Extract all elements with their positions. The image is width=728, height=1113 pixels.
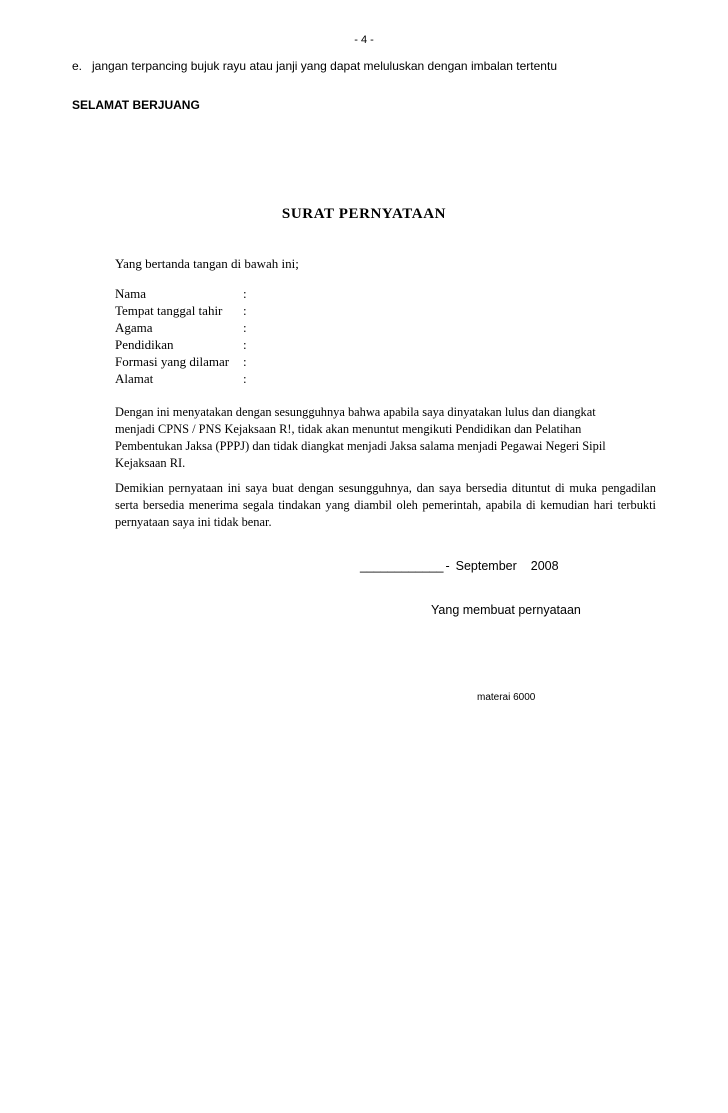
field-row-agama	[115, 319, 253, 336]
statement-line: Pembentukan Jaksa (PPPJ) dan tidak diangkat menjadi Jaksa salama menjadi Pegawai Negeri Sipil	[115, 439, 606, 453]
date-month: September	[455, 559, 517, 573]
statement-line: menjadi CPNS / PNS Kejaksaan R!, tidak akan menuntut mengikuti Pendidikan dan Pelatihan	[115, 422, 582, 436]
intro-text: Yang bertanda tangan di bawah ini;	[115, 256, 299, 271]
field-label: Pendidikan	[115, 337, 174, 352]
list-item-text: jangan terpancing bujuk rayu atau janji yang dapat meluluskan dengan imbalan tertentu	[92, 59, 557, 73]
field-label: Agama	[115, 320, 153, 335]
field-label: Alamat	[115, 371, 154, 386]
page-number: - 4 -	[354, 34, 374, 46]
field-row-formasi	[115, 353, 253, 370]
signer-label: Yang membuat pernyataan	[431, 603, 581, 617]
field-label: Formasi yang dilamar	[115, 354, 230, 369]
field-colon: :	[243, 286, 247, 301]
date-line	[360, 559, 559, 573]
list-item	[72, 59, 557, 73]
statement-line: Kejaksaan RI.	[115, 456, 186, 470]
field-colon: :	[243, 320, 247, 335]
field-row-nama	[115, 285, 253, 302]
closing-heading: SELAMAT BERJUANG	[72, 98, 200, 112]
stamp-label: materai 6000	[477, 692, 536, 703]
declaration-paragraph: Demikian pernyataan ini saya buat dengan sesungguhnya, dan saya bersedia dituntut di muka pengadilan serta bersedia menerima segala tindakan yang diambil oleh pemerintah, apabila di kemudian hari terbukti pernyataan saya ini tidak benar.	[115, 481, 656, 529]
statement-paragraph	[115, 404, 656, 472]
field-row-tempat-tanggal	[115, 302, 253, 319]
statement-line: Dengan ini menyatakan dengan sesungguhnya bahwa apabila saya dinyatakan lulus dan diangkat	[115, 405, 596, 419]
field-row-alamat	[115, 370, 253, 387]
date-year: 2008	[530, 559, 559, 573]
identity-fields	[115, 285, 253, 387]
field-label: Tempat tanggal tahir	[115, 303, 223, 318]
field-row-pendidikan	[115, 336, 253, 353]
document-title: SURAT PERNYATAAN	[281, 206, 447, 222]
field-colon: :	[243, 371, 247, 386]
field-label: Nama	[115, 286, 147, 301]
field-colon: :	[243, 354, 247, 369]
date-blank: ____________	[360, 559, 444, 573]
field-colon: :	[243, 337, 247, 352]
list-item-marker: e.	[72, 59, 83, 73]
field-colon: :	[243, 303, 247, 318]
date-separator: -	[445, 559, 450, 573]
